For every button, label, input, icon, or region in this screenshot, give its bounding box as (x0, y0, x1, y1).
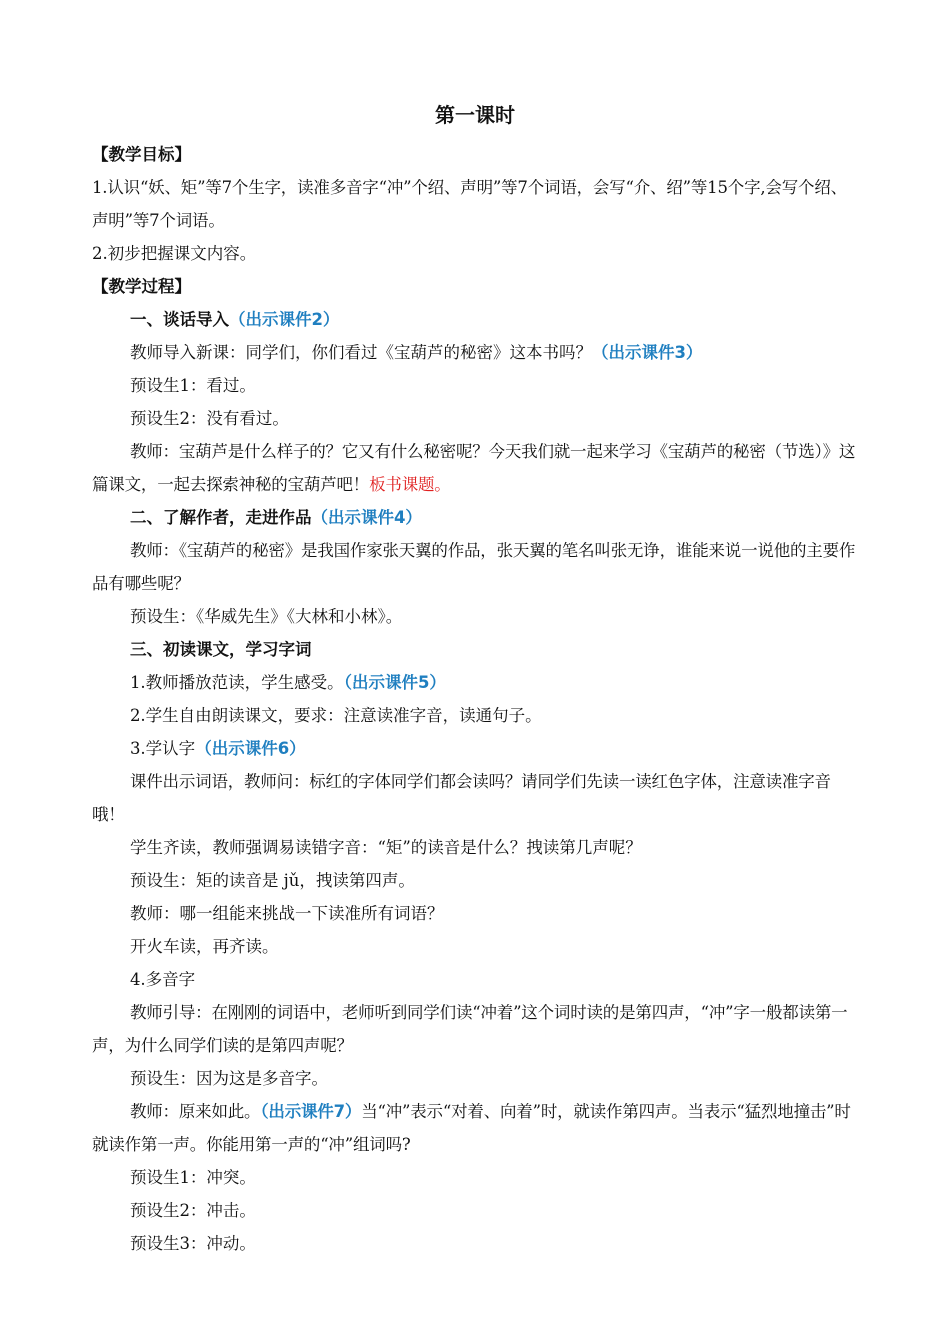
courseware-ref: （出示课件6） (195, 739, 306, 758)
objective-2: 2.初步把握课文内容。 (92, 244, 257, 263)
courseware-ref: （出示课件2） (228, 310, 340, 329)
section-3-title: 三、初读课文，学习字词 (129, 640, 312, 659)
paragraph: 预设生3：冲动。 (129, 1234, 256, 1253)
section-2-label: 二、了解作者，走进作品 (129, 508, 312, 527)
section-2-title (92, 501, 862, 534)
objectives-heading: 【教学目标】 (92, 145, 191, 164)
courseware-ref: （出示课件7） (260, 1102, 362, 1121)
paragraph: 预设生：《华威先生》《大林和小林》。 (129, 607, 403, 626)
objective-1: 1.认识“妖、矩”等7个生字，读准多音字“冲”个绍、声明”等7个词语，会写“介、绍”等15个字,会写个绍、声明”等7个词语。 (92, 178, 847, 230)
paragraph-text: 教师：宝葫芦是什么样子的？它又有什么秘密呢？今天我们就一起来学习《宝葫芦的秘密（节选）》这篇课文，一起去探索神秘的宝葫芦吧！ (92, 442, 856, 494)
paragraph: 预设生1：冲突。 (129, 1168, 256, 1187)
courseware-ref: （出示课件4） (311, 508, 422, 527)
paragraph (92, 435, 862, 501)
paragraph: 开火车读，再齐读。 (129, 937, 279, 956)
courseware-ref: （出示课件5） (343, 673, 446, 692)
page-title: 第一课时 (435, 103, 515, 127)
paragraph: 预设生2：没有看过。 (129, 409, 289, 428)
paragraph (92, 1095, 862, 1161)
paragraph: 课件出示词语，教师问：标红的字体同学们都会读吗？请同学们先读一读红色字体，注意读准字音哦！ (92, 772, 831, 824)
paragraph: 预设生2：冲击。 (129, 1201, 256, 1220)
paragraph-text: 教师导入新课：同学们，你们看过《宝葫芦的秘密》这本书吗？ (129, 343, 592, 362)
paragraph (92, 666, 862, 699)
paragraph: 预设生：矩的读音是 jǔ，拽读第四声。 (129, 871, 415, 890)
paragraph: 学生齐读，教师强调易读错字音：“矩”的读音是什么？拽读第几声呢？ (129, 838, 642, 857)
paragraph-text: 教师：原来如此。 (129, 1102, 261, 1121)
paragraph: 2.学生自由朗读课文，要求：注意读准字音，读通句子。 (129, 706, 542, 725)
paragraph-text: 当“冲”表示“对着、向着”时，就读作第四声。当表示“猛烈地撞击”时就读作第一声。你能用第一声的“冲”组词吗? (92, 1102, 851, 1154)
paragraph (92, 336, 862, 369)
paragraph-text: 3.学认字 (129, 739, 196, 758)
paragraph: 预设生1：看过。 (129, 376, 256, 395)
paragraph: 教师引导：在刚刚的词语中，老师听到同学们读“冲着”这个词时读的是第四声，“冲”字一般都读第一声，为什么同学们读的是第四声呢？ (92, 1003, 848, 1055)
paragraph: 教师：《宝葫芦的秘密》是我国作家张天翼的作品，张天翼的笔名叫张无诤，谁能来说一说他的主要作品有哪些呢？ (92, 541, 856, 593)
process-heading: 【教学过程】 (92, 277, 191, 296)
courseware-ref: （出示课件3） (591, 343, 703, 362)
document-body (92, 138, 862, 1260)
board-note: 板书课题。 (369, 475, 451, 494)
section-1-title (92, 303, 862, 336)
section-1-label: 一、谈话导入 (129, 310, 229, 329)
paragraph (92, 732, 862, 765)
paragraph: 教师：哪一组能来挑战一下读准所有词语？ (129, 904, 444, 923)
paragraph: 4.多音字 (129, 970, 196, 989)
paragraph-text: 1.教师播放范读，学生感受。 (129, 673, 344, 692)
paragraph: 预设生：因为这是多音字。 (129, 1069, 328, 1088)
